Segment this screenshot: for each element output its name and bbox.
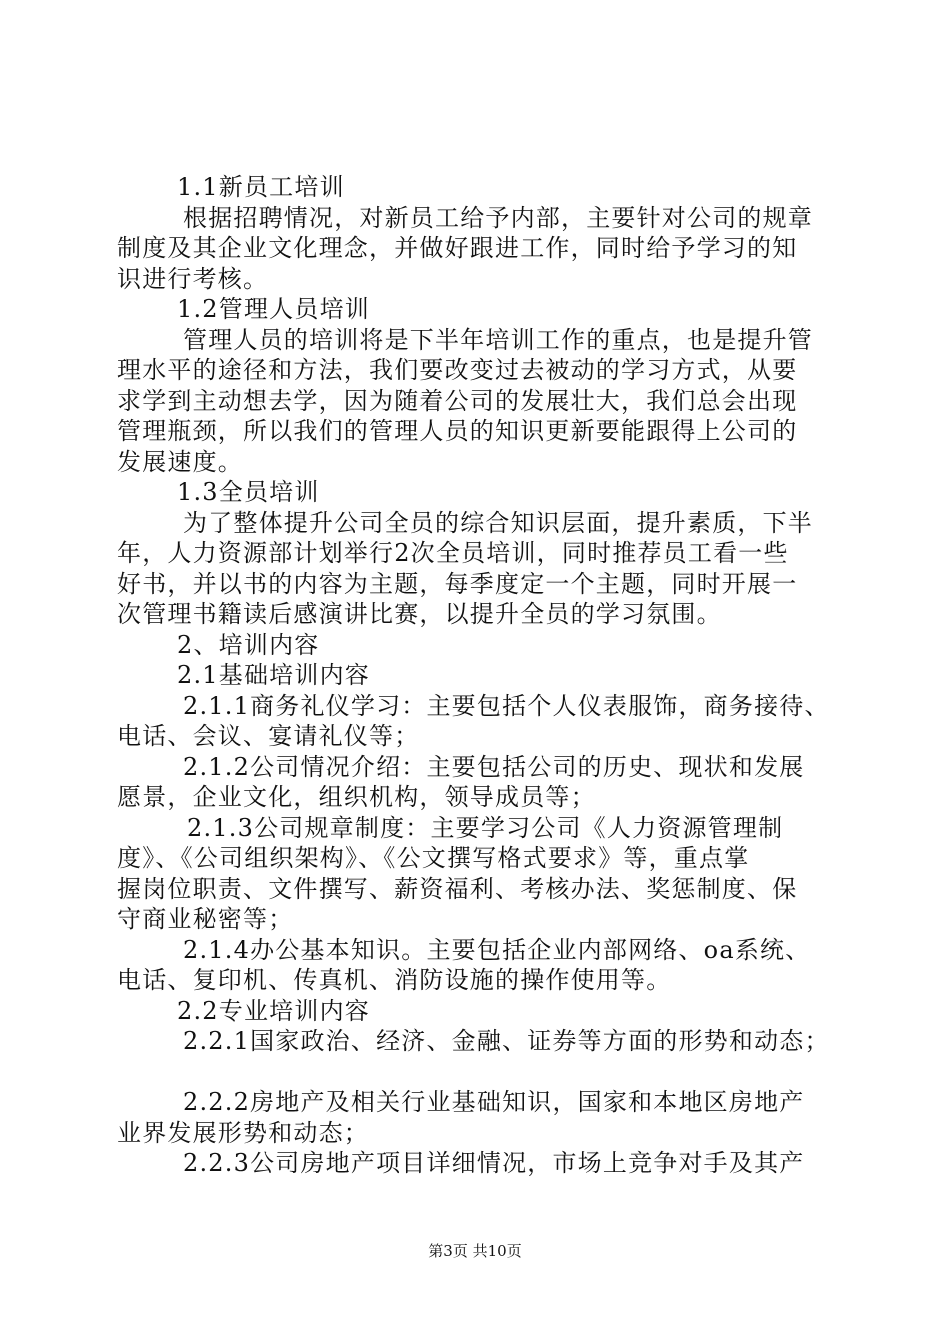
paragraph-line: 为了整体提升公司全员的综合知识层面，提升素质，下半: [183, 508, 813, 537]
paragraph-line: 电话、会议、宴请礼仪等；: [117, 722, 420, 750]
paragraph-line: 好书，并以书的内容为主题，每季度定一个主题，同时开展一: [117, 569, 798, 598]
paragraph-line: 业界发展形势和动态；: [117, 1118, 369, 1147]
paragraph-line: 2.1.2公司情况介绍：主要包括公司的历史、现状和发展: [183, 752, 805, 781]
paragraph-line: 管理瓶颈，所以我们的管理人员的知识更新要能跟得上公司的: [117, 417, 798, 445]
paragraph-line: 求学到主动想去学，因为随着公司的发展壮大，我们总会出现: [117, 386, 798, 415]
page-footer: 第3页 共10页: [428, 1242, 522, 1260]
section-heading: 1.3全员培训: [177, 478, 320, 506]
paragraph-line: 识进行考核。: [117, 264, 269, 293]
paragraph-line: 2.2.2房地产及相关行业基础知识，国家和本地区房地产: [183, 1088, 805, 1116]
paragraph-line: 度》、《公司组织架构》、《公文撰写格式要求》等，重点掌: [117, 844, 750, 872]
paragraph-line: 守商业秘密等；: [117, 905, 294, 933]
paragraph-line: 管理人员的培训将是下半年培训工作的重点，也是提升管: [183, 325, 813, 354]
paragraph-line: 2.2.1国家政治、经济、金融、证券等方面的形势和动态；: [183, 1027, 830, 1055]
paragraph-line: 电话、复印机、传真机、消防设施的操作使用等。: [117, 966, 672, 994]
paragraph-line: 年，人力资源部计划举行2次全员培训，同时推荐员工看一些: [117, 539, 789, 567]
section-heading: 1.2管理人员培训: [177, 295, 370, 323]
paragraph-line: 愿景，企业文化，组织机构，领导成员等；: [117, 783, 596, 811]
paragraph-line: 根据招聘情况，对新员工给予内部，主要针对公司的规章: [183, 203, 813, 232]
paragraph-line: 理水平的途径和方法，我们要改变过去被动的学习方式，从要: [117, 356, 798, 384]
paragraph-line: 制度及其企业文化理念，并做好跟进工作，同时给予学习的知: [117, 234, 798, 262]
section-heading: 2、培训内容: [177, 630, 320, 659]
paragraph-line: 发展速度。: [117, 447, 243, 476]
paragraph-line: 2.1.3公司规章制度：主要学习公司《人力资源管理制: [187, 813, 784, 842]
paragraph-line: 次管理书籍读后感演讲比赛，以提升全员的学习氛围。: [117, 600, 722, 628]
paragraph-line: 2.1.1商务礼仪学习：主要包括个人仪表服饰，商务接待、: [183, 691, 830, 720]
blank-line: [117, 1057, 837, 1088]
paragraph-line: 2.1.4办公基本知识。主要包括企业内部网络、oa系统、: [183, 935, 811, 964]
paragraph-line: 2.2.3公司房地产项目详细情况，市场上竞争对手及其产: [183, 1149, 805, 1177]
paragraph-line: 握岗位职责、文件撰写、薪资福利、考核办法、奖惩制度、保: [117, 874, 798, 903]
section-heading: 1.1新员工培训: [177, 173, 345, 201]
section-heading: 2.1基础培训内容: [177, 661, 370, 689]
document-body: [117, 172, 837, 1179]
section-heading: 2.2专业培训内容: [177, 996, 370, 1025]
